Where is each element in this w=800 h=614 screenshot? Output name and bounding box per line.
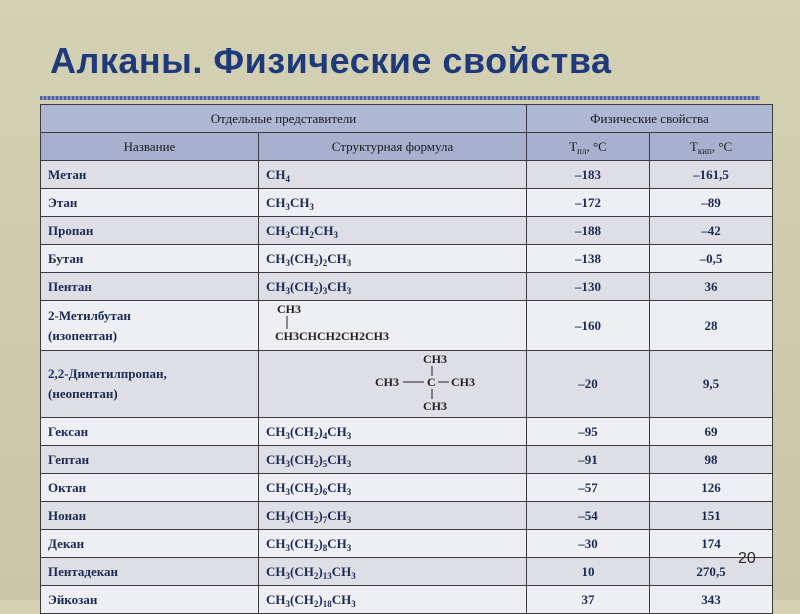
alkane-name: Нонан [41,502,259,530]
boiling-point: –0,5 [650,245,773,273]
melting-point: –95 [527,418,650,446]
alkane-formula: $CH_3(CH_2)_8CH_3$ [259,530,527,558]
table-row [41,558,773,586]
alkane-formula: $CH_3CH_3$ [259,189,527,217]
slide-title: Алканы. Физические свойства [50,40,612,81]
boiling-point: 36 [650,273,773,301]
boiling-point: –42 [650,217,773,245]
alkane-name: Пентан [41,273,259,301]
boiling-point: 28 [650,301,773,351]
boiling-point: 98 [650,446,773,474]
alkane-formula: $CH_3(CH_2)_{13}CH_3$ [259,558,527,586]
alkane-name: Пропан [41,217,259,245]
alkane-name: Октан [41,474,259,502]
neopentane-structure-drawing [261,351,521,413]
column-header-formula: Структурная формула [259,133,527,161]
melting-point: 10 [527,558,650,586]
melting-point: –91 [527,446,650,474]
alkane-name: Бутан [41,245,259,273]
alkane-name: Этан [41,189,259,217]
table-row [41,474,773,502]
alkane-formula: $CH_3(CH_2)_6CH_3$ [259,474,527,502]
top-methyl-text: CH3 [423,352,447,366]
alkane-formula: $CH_4$ [259,161,527,189]
column-header-row [41,133,773,161]
table-row [41,502,773,530]
boiling-point: 270,5 [650,558,773,586]
quaternary-carbon-text: C [427,375,436,389]
table-row [41,161,773,189]
table-row [41,351,773,418]
melting-point: –160 [527,301,650,351]
melting-point: –172 [527,189,650,217]
melting-point: –188 [527,217,650,245]
alkane-formula: $CH_3(CH_2)_4CH_3$ [259,418,527,446]
alkane-formula: $CH_3(CH_2)_5CH_3$ [259,446,527,474]
alkane-name: Декан [41,530,259,558]
alkanes-properties-table [40,104,773,614]
table-row [41,301,773,351]
right-methyl-text: CH3 [451,375,475,389]
branch-methyl-text: CH3 [277,302,301,316]
table-row [41,530,773,558]
alkane-formula: $CH_3(CH_2)_7CH_3$ [259,502,527,530]
column-header-melting-point: $Т_{пл}$, °С [527,133,650,161]
column-header-boiling-point: $Т_{кип}$, °С [650,133,773,161]
melting-point: 37 [527,586,650,614]
left-methyl-text: CH3 [375,375,399,389]
alkane-name: 2,2-Диметилпропан, (неопентан) [41,351,259,418]
isopentane-structure-drawing [261,301,521,346]
isopentane-structural-formula [259,301,527,351]
alkane-name: Гептан [41,446,259,474]
boiling-point: 174 [650,530,773,558]
group-header-physical-properties: Физические свойства [527,105,773,133]
boiling-point: –161,5 [650,161,773,189]
alkane-name: Метан [41,161,259,189]
melting-point: –30 [527,530,650,558]
column-header-name: Название [41,133,259,161]
boiling-point: 69 [650,418,773,446]
melting-point: –138 [527,245,650,273]
title-underline [40,96,760,100]
melting-point: –183 [527,161,650,189]
alkane-formula: $CH_3(CH_2)_{18}CH_3$ [259,586,527,614]
boiling-point: 151 [650,502,773,530]
group-header-row [41,105,773,133]
boiling-point: –89 [650,189,773,217]
group-header-representatives: Отдельные представители [41,105,527,133]
table-row [41,446,773,474]
table-row [41,189,773,217]
table-row [41,273,773,301]
alkane-formula: $CH_3(CH_2)_3CH_3$ [259,273,527,301]
melting-point: –130 [527,273,650,301]
melting-point: –54 [527,502,650,530]
table-row [41,418,773,446]
table-row [41,217,773,245]
slide-number: 20 [738,550,756,567]
melting-point: –20 [527,351,650,418]
alkane-formula: $CH_3CH_2CH_3$ [259,217,527,245]
table-row [41,245,773,273]
bottom-methyl-text: CH3 [423,399,447,413]
melting-point: –57 [527,474,650,502]
alkane-name: Пентадекан [41,558,259,586]
main-chain-text: CH3CHCH2CH2CH3 [275,329,389,343]
alkane-name: Эйкозан [41,586,259,614]
alkane-name: 2-Метилбутан (изопентан) [41,301,259,351]
boiling-point: 9,5 [650,351,773,418]
alkane-formula: $CH_3(CH_2)_2CH_3$ [259,245,527,273]
neopentane-structural-formula [259,351,527,418]
alkane-name: Гексан [41,418,259,446]
boiling-point: 343 [650,586,773,614]
boiling-point: 126 [650,474,773,502]
